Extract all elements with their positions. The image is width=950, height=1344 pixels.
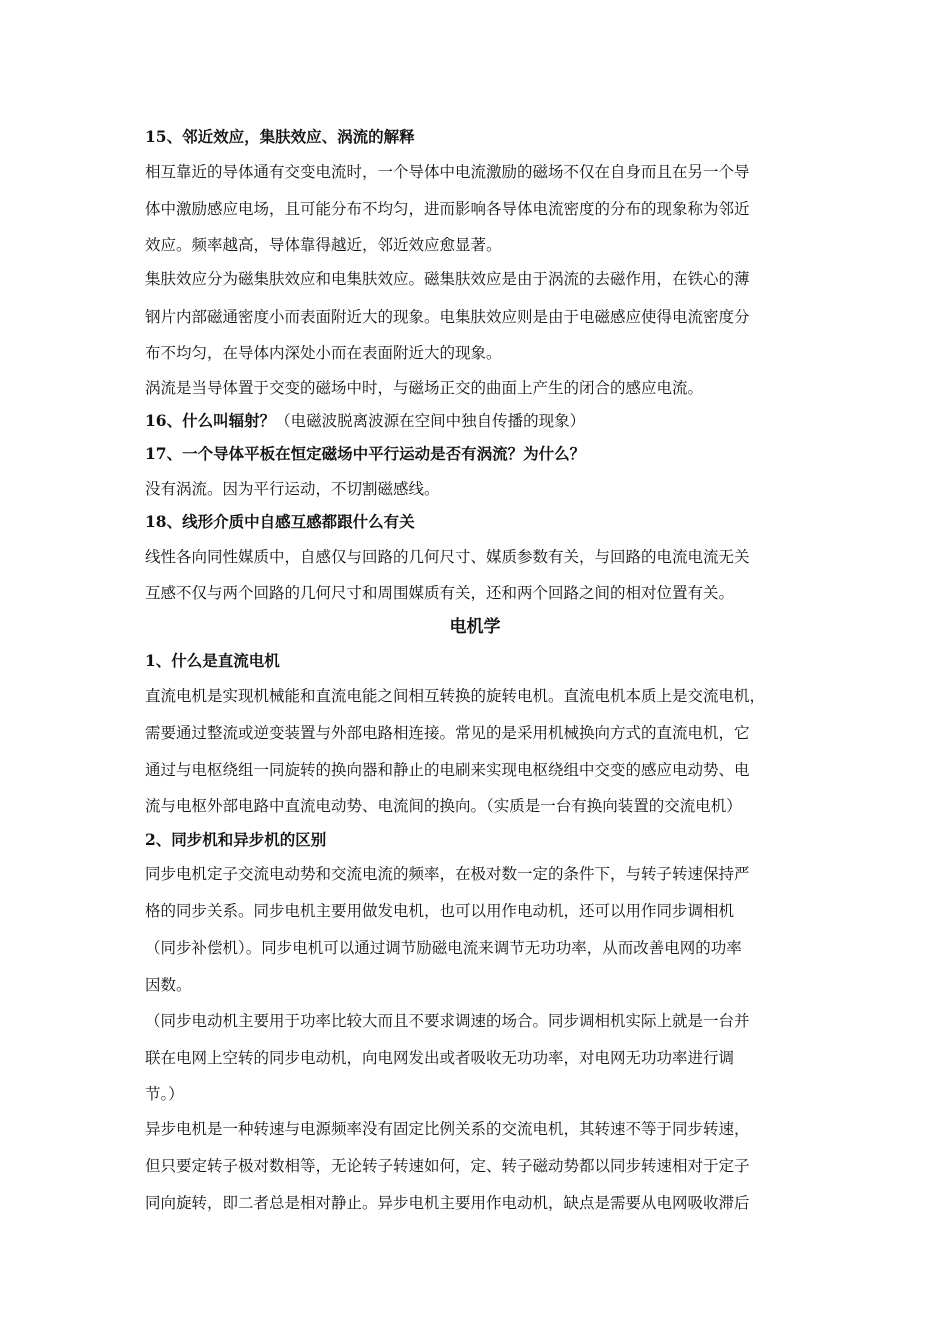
q15-paragraph-2-line-2: 钢片内部磁通密度小而表面附近大的现象。电集肤效应则是由于电磁感应使得电流密度分	[145, 308, 750, 326]
q16-answer: （电磁波脱离波源在空间中独自传播的现象）	[275, 412, 586, 430]
q18-heading: 18、线形介质中自感互感都跟什么有关	[145, 512, 415, 531]
motor-q1-answer-line-1: 直流电机是实现机械能和直流电能之间相互转换的旋转电机。直流电机本质上是交流电机，	[145, 687, 766, 705]
motor-q1-answer-line-4: 流与电枢外部电路中直流电动势、电流间的换向。（实质是一台有换向装置的交流电机）	[145, 797, 742, 815]
q17-answer: 没有涡流。因为平行运动，不切割磁感线。	[145, 480, 440, 498]
motor-q2-paragraph-1-line-1: 同步电机定子交流电动势和交流电流的频率，在极对数一定的条件下，与转子转速保持严	[145, 865, 750, 883]
q16-line	[145, 411, 585, 431]
motor-q2-paragraph-2-line-3: 节。）	[145, 1085, 184, 1103]
q15-paragraph-2-line-1: 集肤效应分为磁集肤效应和电集肤效应。磁集肤效应是由于涡流的去磁作用，在铁心的薄	[145, 270, 750, 288]
motor-q2-paragraph-3-line-1: 异步电机是一种转速与电源频率没有固定比例关系的交流电机，其转速不等于同步转速，	[145, 1120, 750, 1138]
motor-q2-heading: 2、同步机和异步机的区别	[145, 830, 327, 849]
motor-q2-paragraph-1-line-2: 格的同步关系。同步电机主要用做发电机，也可以用作电动机，还可以用作同步调相机	[145, 902, 735, 920]
motor-q2-paragraph-1-line-4: 因数。	[145, 976, 192, 994]
q15-paragraph-2-line-3: 布不均匀，在导体内深处小而在表面附近大的现象。	[145, 344, 502, 362]
motor-q2-paragraph-3-line-2: 但只要定转子极对数相等，无论转子转速如何，定、转子磁动势都以同步转速相对于定子	[145, 1157, 750, 1175]
q17-heading: 17、一个导体平板在恒定磁场中平行运动是否有涡流？为什么？	[145, 444, 586, 463]
q15-paragraph-1-line-3: 效应。频率越高，导体靠得越近，邻近效应愈显著。	[145, 236, 502, 254]
q15-paragraph-3: 涡流是当导体置于交变的磁场中时，与磁场正交的曲面上产生的闭合的感应电流。	[145, 379, 704, 397]
q15-heading: 15、邻近效应，集肤效应、涡流的解释	[145, 127, 415, 146]
motor-q1-answer-line-3: 通过与电枢绕组一同旋转的换向器和静止的电刷来实现电枢绕组中交变的感应电动势、电	[145, 761, 750, 779]
motor-q2-paragraph-1-line-3: （同步补偿机）。同步电机可以通过调节励磁电流来调节无功功率，从而改善电网的功率	[145, 939, 742, 957]
motor-q1-answer-line-2: 需要通过整流或逆变装置与外部电路相连接。常见的是采用机械换向方式的直流电机，它	[145, 724, 750, 742]
q15-paragraph-1-line-2: 体中激励感应电场，且可能分布不均匀，进而影响各导体电流密度的分布的现象称为邻近	[145, 200, 750, 218]
motor-q1-heading: 1、什么是直流电机	[145, 651, 280, 670]
motor-q2-paragraph-3-line-3: 同向旋转，即二者总是相对静止。异步电机主要用作电动机，缺点是需要从电网吸收滞后	[145, 1194, 750, 1212]
motor-q2-paragraph-2-line-1: （同步电动机主要用于功率比较大而且不要求调速的场合。同步调相机实际上就是一台并	[145, 1012, 750, 1030]
q15-paragraph-1-line-1: 相互靠近的导体通有交变电流时，一个导体中电流激励的磁场不仅在自身而且在另一个导	[145, 163, 750, 181]
q18-answer-line-1: 线性各向同性媒质中，自感仅与回路的几何尺寸、媒质参数有关，与回路的电流电流无关	[145, 548, 750, 566]
q18-answer-line-2: 互感不仅与两个回路的几何尺寸和周围媒质有关，还和两个回路之间的相对位置有关。	[145, 584, 735, 602]
section-title: 电机学	[449, 617, 501, 637]
motor-q2-paragraph-2-line-2: 联在电网上空转的同步电动机，向电网发出或者吸收无功功率，对电网无功功率进行调	[145, 1049, 735, 1067]
q16-heading: 16、什么叫辐射？	[145, 411, 276, 430]
